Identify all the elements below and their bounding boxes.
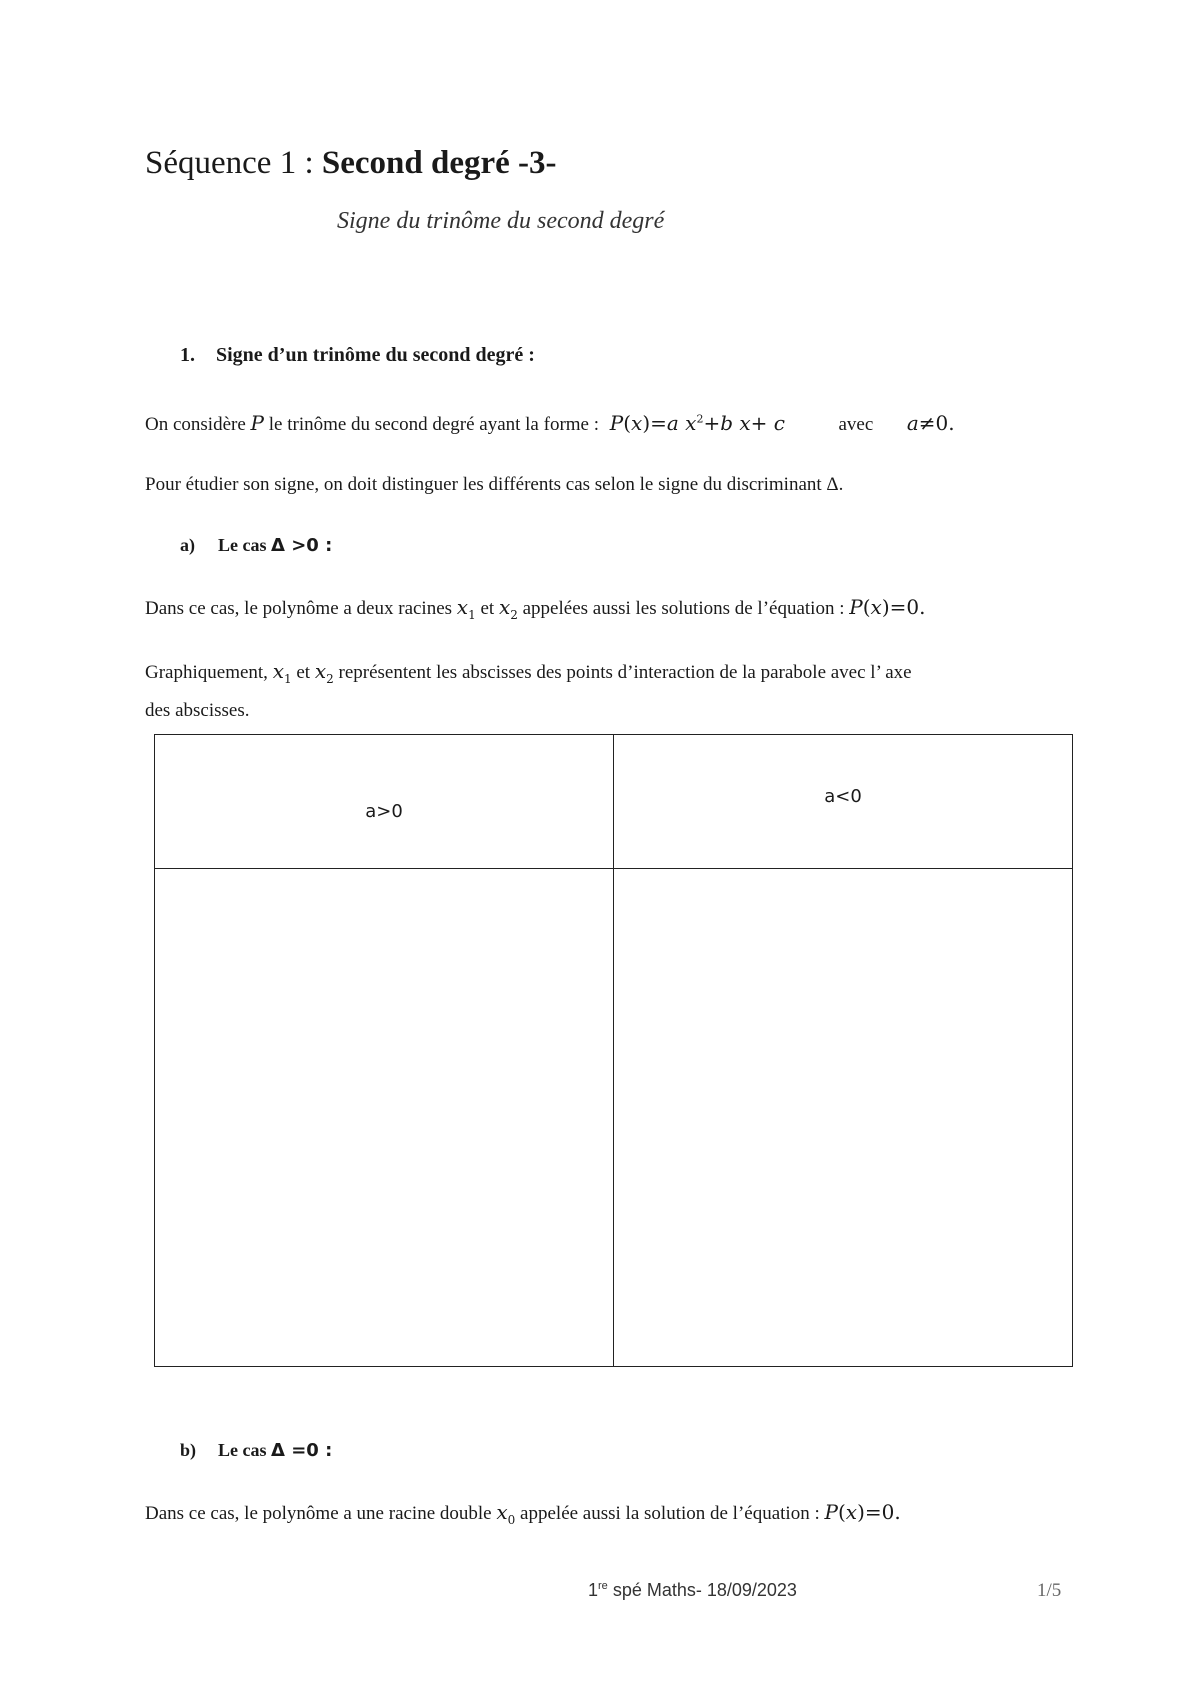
page-number: 1/5: [1037, 1580, 1062, 1601]
text-run: Graphiquement,: [145, 662, 268, 683]
text-run: appelées aussi les solutions de l’équation :: [522, 598, 845, 619]
paragraph-definition: [145, 411, 955, 436]
header-a-positive: [155, 735, 614, 869]
table-body-row: [155, 869, 1073, 1367]
subsection-title: Le cas: [218, 1440, 267, 1460]
math-x1: $x_1$: [456, 595, 476, 622]
table-header-row: [155, 735, 1073, 869]
math-x1: $x_1$: [272, 659, 292, 686]
text-run: et: [296, 662, 311, 683]
subsection-title: Le cas: [218, 535, 267, 555]
sequence-label: Séquence 1 :: [145, 145, 314, 181]
header-label: a<0: [824, 786, 862, 807]
formula-a-nonzero: a≠0.: [906, 411, 955, 435]
text-run: avec: [838, 414, 874, 435]
paragraph-double-root: [145, 1500, 901, 1527]
text-run: Dans ce cas, le polynôme a deux racines: [145, 598, 453, 619]
page-subtitle: Signe du trinôme du second degré: [337, 208, 665, 234]
text-run: et: [480, 598, 495, 619]
subsection-label: a): [180, 535, 195, 555]
paragraph-two-roots: [145, 595, 925, 622]
formula-trinome: P(x)=a $x^2+b$ x+ c: [609, 411, 785, 435]
subsection-condition: Δ >0 :: [271, 535, 333, 556]
footer-text: spé Maths- 18/09/2023: [612, 1580, 797, 1600]
section-heading: [180, 344, 535, 367]
footer-number: 1: [588, 1580, 599, 1600]
section-title: Signe d’un trinôme du second degré :: [216, 344, 535, 366]
subsection-condition: Δ =0 :: [271, 1440, 333, 1461]
paragraph-graphical: [145, 659, 912, 686]
parabola-table: [154, 734, 1073, 1367]
graph-cell-a-positive: [155, 869, 614, 1367]
formula-equation: P(x)=0.: [824, 1500, 901, 1524]
graph-cell-a-negative: [614, 869, 1073, 1367]
text-run: On considère: [145, 414, 246, 435]
text-run: appelée aussi la solution de l’équation :: [520, 1503, 820, 1524]
header-label: a>0: [365, 801, 403, 822]
formula-equation: P(x)=0.: [849, 595, 926, 619]
section-number: 1.: [180, 344, 195, 366]
paragraph-intro: Pour étudier son signe, on doit distinguer les différents cas selon le signe du discriminant Δ.: [145, 474, 844, 495]
text-run: Dans ce cas, le polynôme a une racine double: [145, 1503, 492, 1524]
math-x0: $x_0$: [496, 1500, 516, 1527]
footer-course: [588, 1580, 797, 1601]
footer-sup: re: [598, 1580, 608, 1592]
math-x2: $x_2$: [498, 595, 518, 622]
math-x2: $x_2$: [314, 659, 334, 686]
text-run: représentent les abscisses des points d’interaction de la parabole avec l’ axe: [338, 662, 912, 683]
subsection-label: b): [180, 1440, 197, 1460]
page-title: [145, 145, 557, 182]
paragraph-graphical-cont: des abscisses.: [145, 700, 250, 721]
subsection-b: [180, 1440, 332, 1461]
text-run: le trinôme du second degré ayant la forme :: [268, 414, 600, 435]
header-a-negative: [614, 735, 1073, 869]
title-text: Second degré -3-: [321, 145, 557, 181]
subsection-a: [180, 535, 332, 556]
math-var: P: [250, 411, 264, 435]
